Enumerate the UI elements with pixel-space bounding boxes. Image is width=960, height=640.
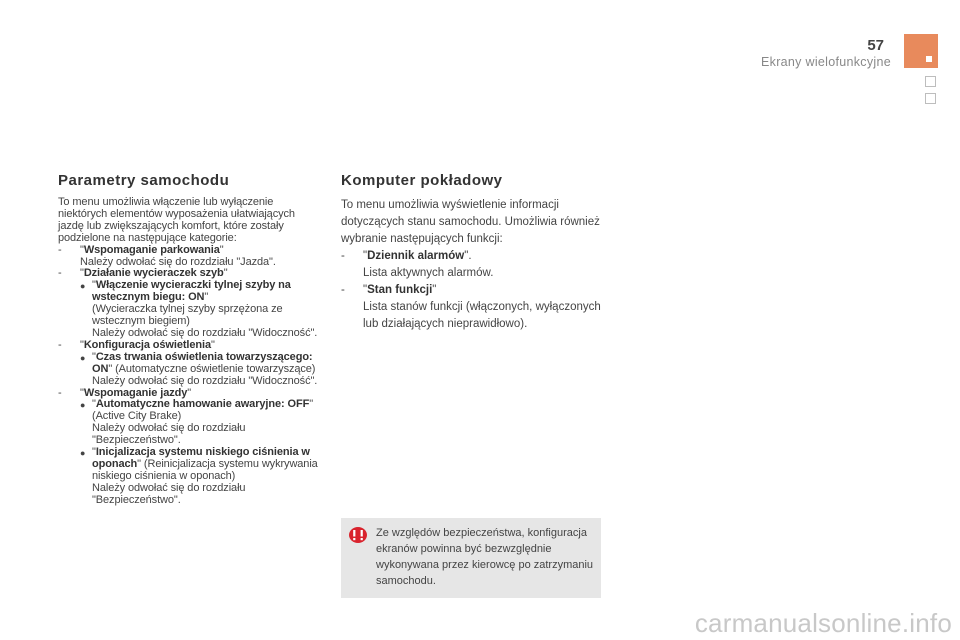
vehicle-parameters-section bbox=[58, 172, 323, 507]
list-item: - "Działanie wycieraczek szyb" bbox=[58, 267, 228, 280]
intro-text: To menu umożliwia wyświetlenie informacji dotyczących stanu samochodu. Umożliwia również wybranie następujących funkcji: bbox=[341, 199, 600, 245]
chapter-tab bbox=[904, 34, 938, 68]
sub-item-description: Należy odwołać się do rozdziału "Widoczność". bbox=[92, 326, 318, 339]
sub-item-name: Czas trwania oświetlenia towarzyszącego: ON bbox=[92, 350, 313, 375]
warning-text: Ze względów bezpieczeństwa, konfiguracja ekranów powinna być bezwzględnie wykonywana przez kierowcę po zatrzymaniu samochodu. bbox=[376, 527, 594, 587]
watermark-link[interactable]: carmanualsonline.info bbox=[694, 608, 952, 638]
item-description: Należy odwołać się do rozdziału "Jazda". bbox=[80, 255, 276, 268]
sub-list-item: ● "Czas trwania oświetlenia towarzyszącego: ON" (Automatyczne oświetlenie towarzyszące) bbox=[80, 350, 316, 375]
section-title: Ekrany wielofunkcyjne bbox=[761, 55, 891, 69]
item-name: Wspomaganie jazdy bbox=[83, 386, 188, 399]
sub-item-description: Należy odwołać się do rozdziału "Bezpieczeństwo". bbox=[92, 422, 246, 447]
page-number: 57 bbox=[867, 37, 884, 54]
nav-square-icon bbox=[925, 93, 936, 104]
nav-square-icon bbox=[925, 76, 936, 87]
warning-exclamation-icon bbox=[349, 527, 367, 543]
section-heading: Komputer pokładowy bbox=[341, 172, 503, 189]
item-description: Lista aktywnych alarmów. bbox=[363, 267, 494, 279]
item-name: Dziennik alarmów bbox=[367, 250, 465, 262]
list-item: - "Wspomaganie jazdy" bbox=[58, 386, 192, 399]
list-item: - "Wspomaganie parkowania" bbox=[58, 243, 224, 256]
item-name: Konfiguracja oświetlenia bbox=[83, 338, 211, 351]
sub-list-item: ● "Inicjalizacja systemu niskiego ciśnienia w oponach" (Reinicjalizacja systemu wykrywania niskiego ciśnienia w oponach) bbox=[80, 446, 318, 482]
sub-item-name: Włączenie wycieraczki tylnej szyby na wstecznym biegu: ON bbox=[92, 279, 291, 304]
sub-item-name: Automatyczne hamowanie awaryjne: OFF bbox=[95, 398, 310, 411]
intro-text: To menu umożliwia włączenie lub wyłączenie niektórych elementów wyposażenia ułatwiających jazdę lub zwiększających komfort, które zostały podzielone na następujące kategorie: bbox=[58, 196, 295, 244]
sub-list-item: ● "Włączenie wycieraczki tylnej szyby na wstecznym biegu: ON" bbox=[80, 279, 291, 304]
list-item: - "Konfiguracja oświetlenia" bbox=[58, 338, 215, 351]
onboard-computer-section bbox=[341, 172, 606, 333]
sub-item-description: (Wycieraczka tylnej szyby sprzężona ze wstecznym biegiem) bbox=[92, 303, 283, 328]
section-heading: Parametry samochodu bbox=[58, 172, 230, 189]
sub-list-item: ● "Automatyczne hamowanie awaryjne: OFF" (Active City Brake) bbox=[80, 398, 314, 423]
bullet-icon: ● bbox=[80, 352, 86, 363]
item-name: Działanie wycieraczek szyb bbox=[83, 267, 224, 280]
bullet-icon: ● bbox=[80, 400, 86, 411]
sub-item-name: Inicjalizacja systemu niskiego ciśnienia w oponach bbox=[92, 446, 310, 470]
list-item: - "Stan funkcji" bbox=[341, 284, 437, 296]
list-item: - "Dziennik alarmów". bbox=[341, 250, 472, 262]
sub-item-description: Należy odwołać się do rozdziału "Bezpieczeństwo". bbox=[92, 481, 246, 506]
sub-item-description: Należy odwołać się do rozdziału "Widoczność". bbox=[92, 374, 318, 387]
bullet-icon: ● bbox=[80, 281, 86, 292]
item-name: Stan funkcji bbox=[367, 284, 433, 296]
item-description: Lista stanów funkcji (włączonych, wyłączonych lub działających nieprawidłowo). bbox=[363, 301, 601, 330]
bullet-icon: ● bbox=[80, 448, 86, 459]
chapter-tab-square-icon bbox=[926, 56, 932, 62]
item-name: Wspomaganie parkowania bbox=[83, 243, 220, 256]
safety-warning-box bbox=[341, 518, 601, 598]
